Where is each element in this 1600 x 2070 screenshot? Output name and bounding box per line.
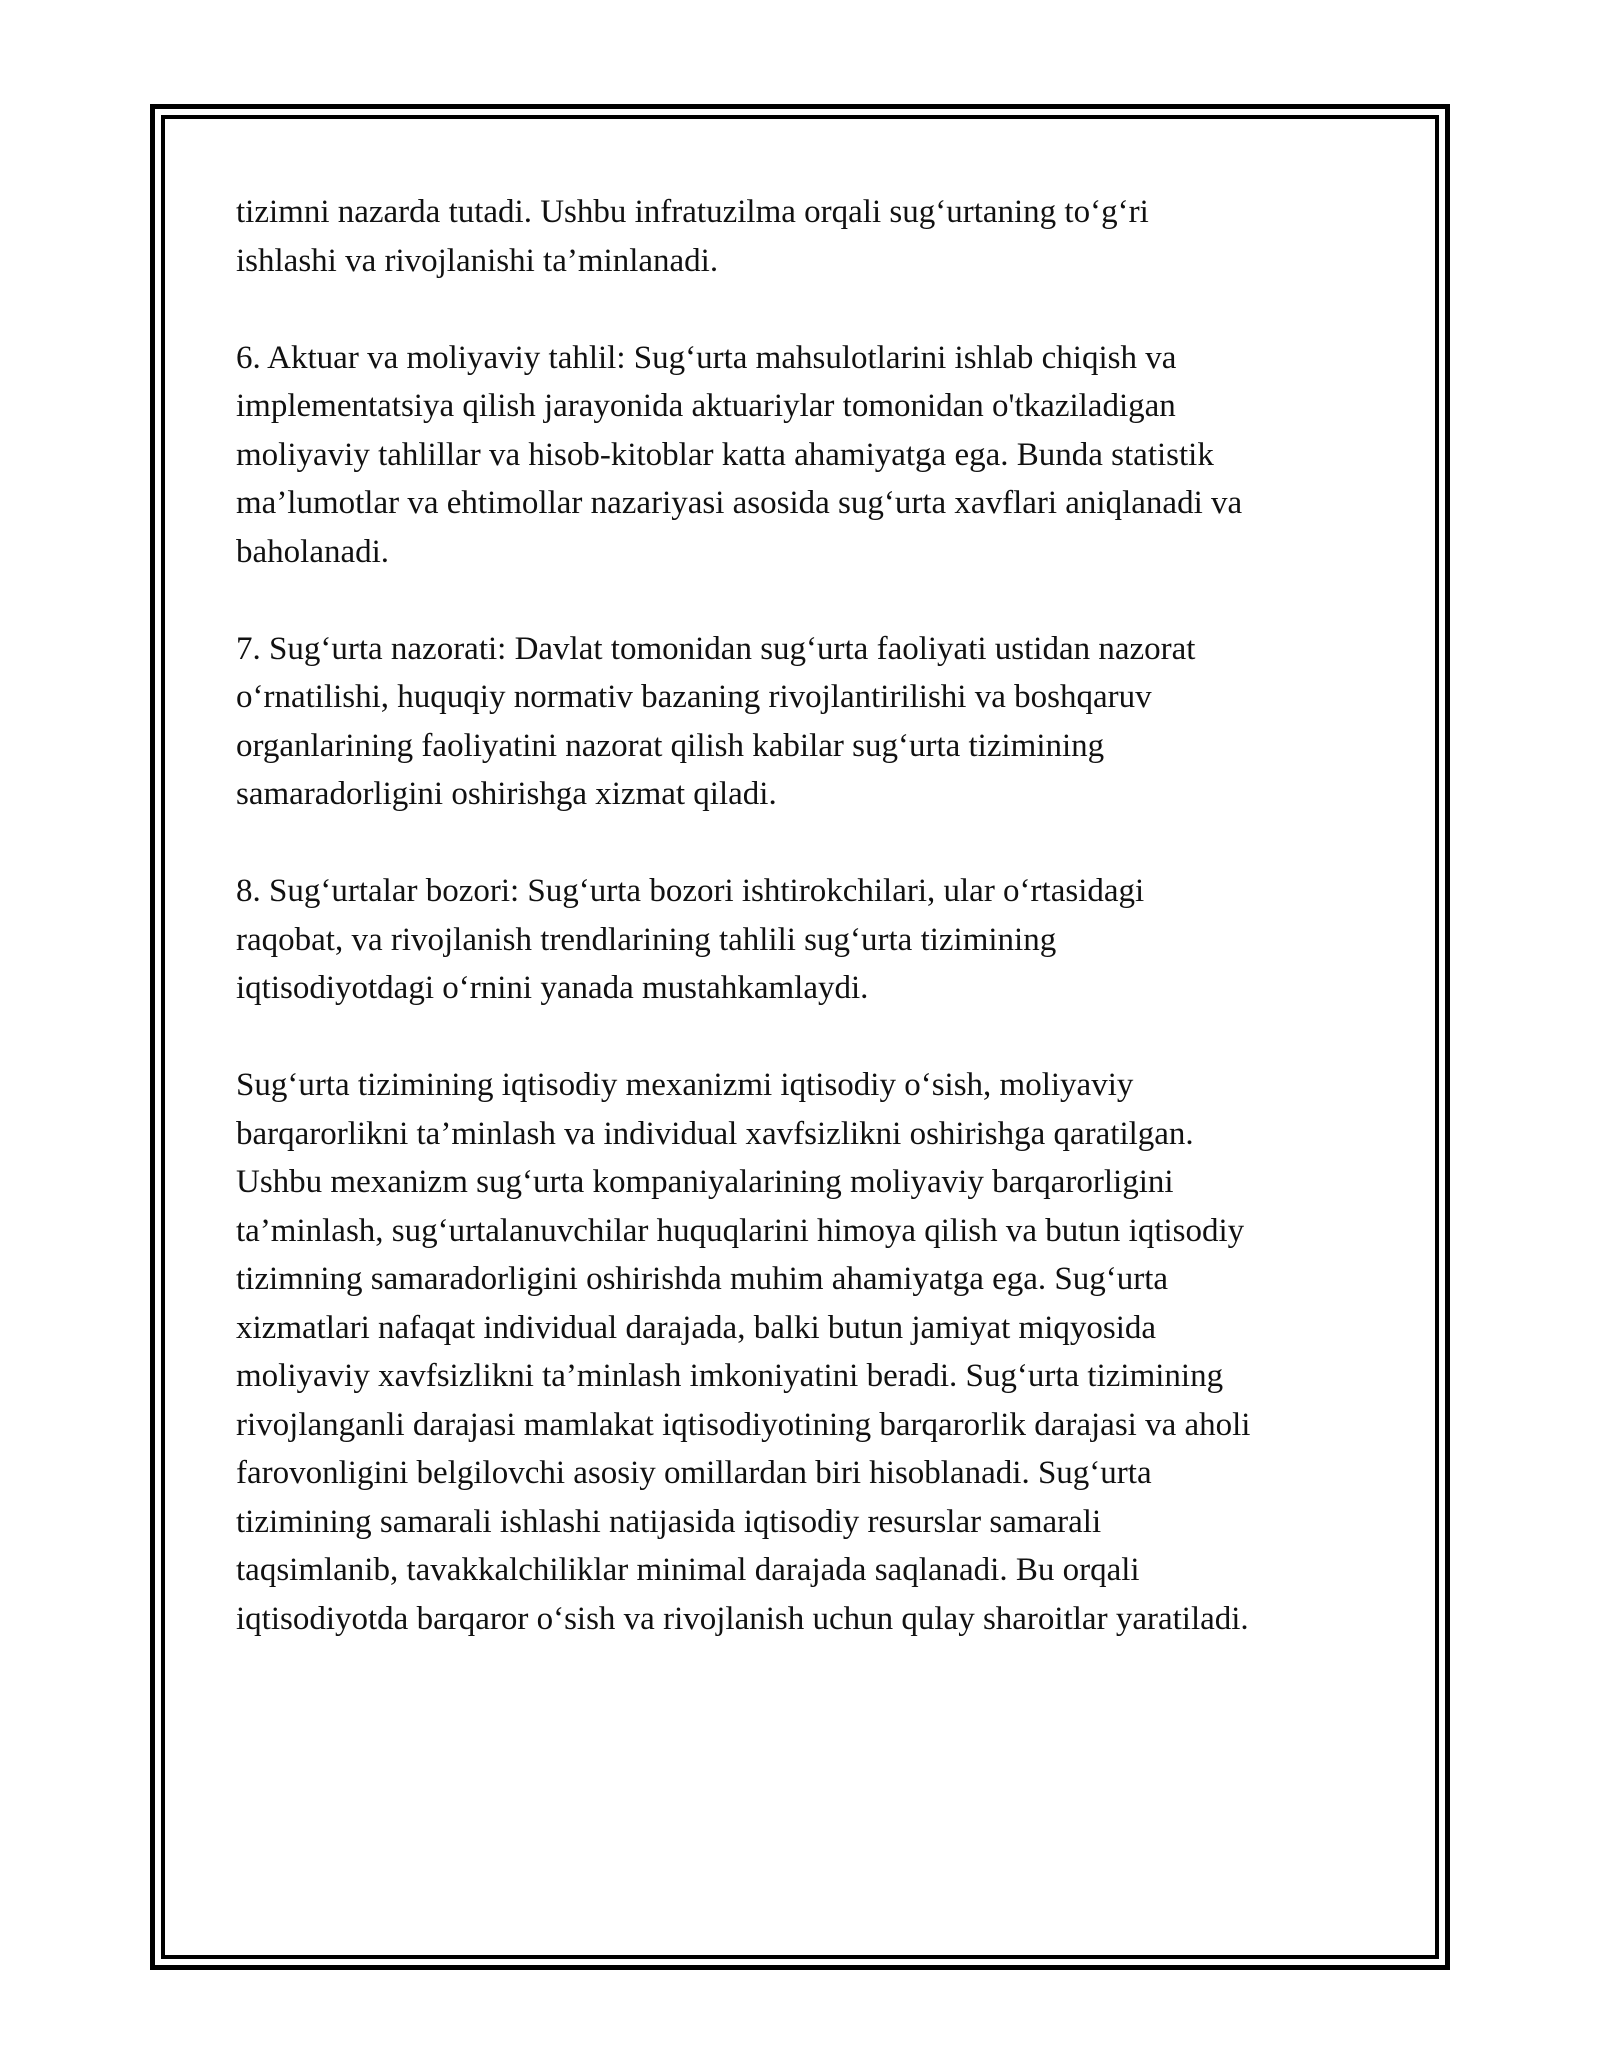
paragraph-conclusion: Sug‘urta tizimining iqtisodiy mexanizmi iqtisodiy o‘sish, moliyaviy barqarorlikni ta’minlash va individual xavfsizlikni oshirishga qaratilgan. Ushbu mexanizm sug‘urta kompaniyalarining moliyaviy barqarorligini ta’minlash, sug‘urtalanuvchilar huquqlarini himoya qilish va butun iqtisodiy tizimning samaradorligini oshirishda muhim ahamiyatga ega. Sug‘urta xizmatlari nafaqat individual darajada, balki butun jamiyat miqyosida moliyaviy xavfsizlikni ta’minlash imkoniyatini beradi. Sug‘urta tizimining rivojlanganli darajasi mamlakat iqtisodiyotining barqarorlik darajasi va aholi farovonligini belgilovchi asosiy omillardan biri hisoblanadi. Sug‘urta tizimining samarali ishlashi natijasida iqtisodiy resurslar samarali taqsimlanib, tavakkalchiliklar minimal darajada saqlanadi. Bu orqali iqtisodiyotda barqaror o‘sish va rivojlanish uchun qulay sharoitlar yaratiladi.: [236, 1067, 1251, 1637]
document-body: [236, 188, 1386, 1692]
paragraph-item-8: 8. Sug‘urtalar bozori: Sug‘urta bozori ishtirokchilari, ular o‘rtasidagi raqobat, va rivojlanish trendlarining tahlili sug‘urta tizimining iqtisodiyotdagi o‘rnini yanada mustahkamlaydi.: [236, 873, 1145, 1006]
paragraph-continuation: tizimni nazarda tutadi. Ushbu infratuzilma orqali sug‘urtaning to‘g‘ri ishlashi va rivojlanishi ta’minlanadi.: [236, 194, 1149, 279]
paragraph-item-7: 7. Sug‘urta nazorati: Davlat tomonidan sug‘urta faoliyati ustidan nazorat o‘rnatilishi, huquqiy normativ bazaning rivojlantirilishi va boshqaruv organlarining faoliyatini nazorat qilish kabilar sug‘urta tizimining samaradorligini oshirishga xizmat qiladi.: [236, 630, 1196, 812]
paragraph-item-6: 6. Aktuar va moliyaviy tahlil: Sug‘urta mahsulotlarini ishlab chiqish va implementatsiya qilish jarayonida aktuariylar tomonidan o'tkaziladigan moliyaviy tahlillar va hisob-kitoblar katta ahamiyatga ega. Bunda statistik ma’lumotlar va ehtimollar nazariyasi asosida sug‘urta xavflari aniqlanadi va baholanadi.: [236, 339, 1243, 570]
